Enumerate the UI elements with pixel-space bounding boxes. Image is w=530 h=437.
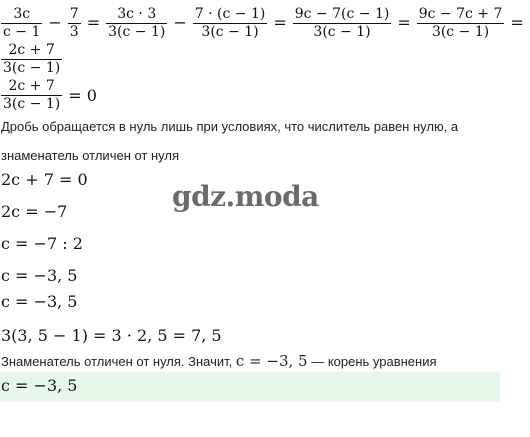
fraction-3-numerator: 3c · 3 (106, 6, 167, 24)
conclusion-math: c = −3, 5 (235, 352, 308, 370)
fraction-2-numerator: 7 (69, 5, 79, 22)
equals-sign-1: = (86, 13, 101, 32)
watermark-logo: gdz.moda (172, 180, 319, 213)
equation-line-6: 3(3, 5 − 1) = 3 · 2, 5 = 7, 5 (1, 326, 222, 345)
equals-sign-4: = (510, 13, 524, 32)
answer-line: c = −3, 5 (1, 376, 78, 395)
expression-row-1 (1, 0, 530, 46)
fraction-4-numerator: 7 · (c − 1) (194, 5, 266, 22)
fraction-5-numerator: 9c − 7(c − 1) (294, 5, 390, 22)
fraction-6 (417, 6, 505, 41)
fraction-6-numerator: 9c − 7c + 7 (418, 5, 503, 22)
fraction-1 (1, 6, 42, 41)
equation-line-5: c = −3, 5 (1, 292, 78, 311)
explanation-line-2: знаменатель отличен от нуля (1, 148, 180, 163)
fraction-5 (293, 6, 392, 41)
minus-sign-2: − (173, 13, 187, 32)
fraction-1-numerator: 3c (1, 6, 42, 24)
equation-line-4: c = −3, 5 (1, 266, 78, 285)
conclusion-line (1, 352, 437, 371)
fraction-result (1, 42, 62, 77)
equation-line-1: 2c + 7 = 0 (1, 170, 88, 189)
equation-rhs: = 0 (68, 85, 97, 105)
fraction-2-denominator: 3 (69, 23, 79, 40)
equation-row-2 (1, 78, 97, 113)
conclusion-text-before: Знаменатель отличен от нуля. Значит, (1, 354, 236, 369)
fraction-4-denominator: 3(c − 1) (201, 23, 259, 40)
fraction-5-denominator: 3(c − 1) (313, 23, 371, 40)
fraction-3 (106, 6, 167, 41)
fraction-result-numerator: 2c + 7 (1, 42, 62, 60)
equals-sign-2: = (273, 13, 287, 32)
equation-line-3: c = −7 : 2 (1, 234, 83, 253)
fraction-6-denominator: 3(c − 1) (431, 23, 490, 40)
fraction-3-denominator: 3(c − 1) (108, 23, 166, 40)
equals-sign-3: = (397, 13, 411, 32)
fraction-result-denominator: 3(c − 1) (3, 60, 61, 76)
fraction-2 (68, 6, 81, 41)
equation-line-2: 2c = −7 (1, 202, 68, 221)
fraction-equation-numerator: 2c + 7 (1, 78, 62, 96)
minus-sign-1: − (48, 13, 62, 32)
fraction-equation-denominator: 3(c − 1) (3, 96, 61, 112)
expression-row-1-continued (1, 42, 62, 77)
conclusion-text-after: — корень уравнения (307, 354, 437, 369)
fraction-equation (1, 78, 62, 113)
fraction-1-denominator: c − 1 (3, 23, 41, 40)
fraction-4 (193, 6, 268, 41)
explanation-line-1: Дробь обращается в нуль лишь при условиях, что числитель равен нулю, а (1, 119, 459, 134)
